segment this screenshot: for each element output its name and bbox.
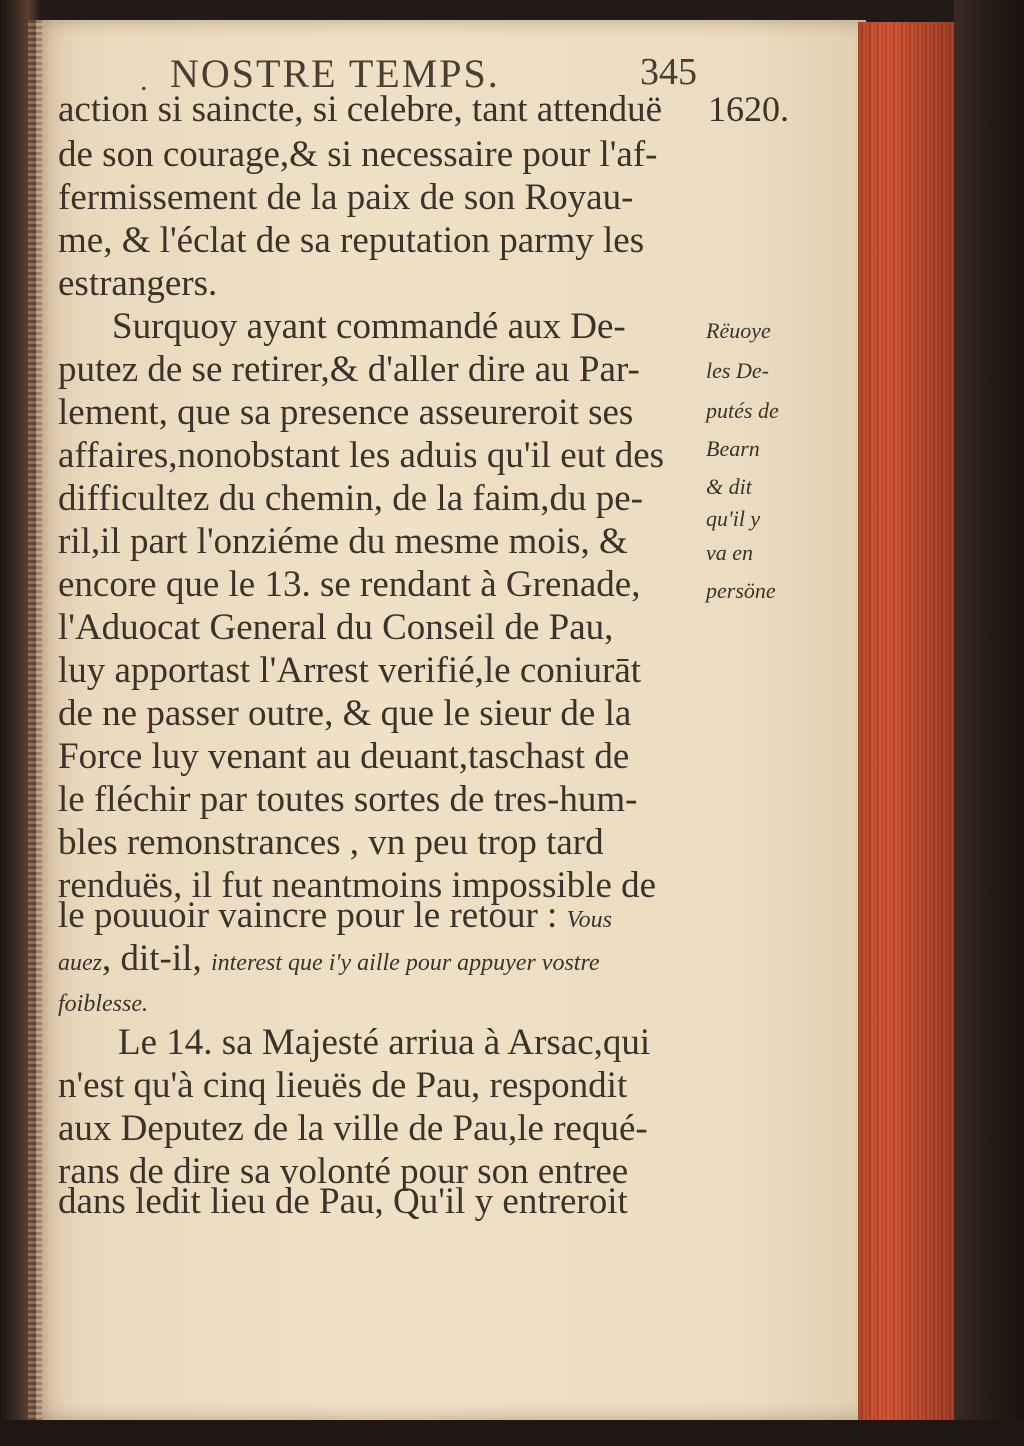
text-line: rans de dire sa volonté pour son entree	[58, 1151, 629, 1192]
text-line: l'Aduocat General du Conseil de Pau,	[58, 607, 614, 648]
margin-note-line: va en	[706, 540, 754, 565]
italic-quote-part: auez	[58, 950, 102, 976]
text-line: me, & l'éclat de sa reputation parmy les	[58, 220, 645, 261]
text-line: Surquoy ayant commandé aux De-	[112, 306, 626, 347]
text-line: encore que le 13. se rendant à Grenade,	[58, 564, 641, 605]
book-cover-right	[954, 0, 1024, 1446]
page-number: 345	[640, 51, 697, 93]
text-line: le fléchir par toutes sortes de tres-hum-	[58, 779, 638, 820]
top-background	[0, 0, 1024, 22]
margin-year: 1620.	[708, 89, 789, 129]
margin-note-line: Rëuoye	[706, 318, 771, 343]
text-segment: , dit-il,	[102, 938, 202, 979]
margin-note-line: & dit	[706, 474, 752, 499]
text-line: n'est qu'à cinq lieuës de Pau, respondit	[58, 1065, 628, 1106]
text-line: dans ledit lieu de Pau, Qu'il y entreroit	[58, 1181, 628, 1222]
italic-quote-start: Vous	[566, 907, 612, 933]
running-head-title: NOSTRE TEMPS.	[170, 51, 500, 96]
text-line: putez de se retirer,& d'aller dire au Par-	[58, 349, 640, 390]
text-line: renduës, il fut neantmoins impossible de	[58, 865, 657, 906]
text-line: Force luy venant au deuant,taschast de	[58, 736, 630, 777]
page-edges-shade	[858, 22, 954, 1420]
margin-note-line: Bearn	[706, 436, 760, 461]
text-line: lement, que sa presence asseureroit ses	[58, 392, 634, 433]
text-line: difficultez du chemin, de la faim,du pe-	[58, 478, 643, 519]
margin-note-line: persöne	[706, 578, 776, 603]
page-stack-left	[28, 20, 42, 1430]
text-line: ril,il part l'onziéme du mesme mois, &	[58, 521, 628, 562]
margin-note-line: les De-	[706, 358, 769, 383]
text-line	[58, 978, 148, 1026]
margin-note-line: putés de	[706, 398, 779, 423]
text-segment: le pouuoir vaincre pour le retour :	[58, 895, 558, 936]
text-line: fermissement de la paix de son Royau-	[58, 177, 634, 218]
italic-quote-end: foiblesse.	[58, 991, 148, 1017]
text-line: Le 14. sa Majesté arriua à Arsac,qui	[118, 1022, 651, 1063]
text-line: action si saincte, si celebre, tant attenduë	[58, 89, 663, 130]
text-line: bles remonstrances , vn peu trop tard	[58, 822, 604, 863]
text-line	[58, 894, 612, 942]
text-line: aux Deputez de la ville de Pau,le requé-	[58, 1108, 648, 1149]
text-line: affaires,nonobstant les aduis qu'il eut des	[58, 435, 665, 476]
text-line: de son courage,& si necessaire pour l'af-	[58, 134, 658, 175]
text-line: de ne passer outre, & que le sieur de la	[58, 693, 632, 734]
header-dot: .	[140, 64, 148, 97]
italic-quote-part: interest que i'y aille pour appuyer vostre	[210, 950, 600, 976]
margin-note-line: qu'il y	[706, 506, 761, 531]
text-line: estrangers.	[58, 263, 218, 304]
text-line: luy apportast l'Arrest verifié,le coniurāt	[58, 650, 642, 691]
bottom-background	[0, 1420, 1024, 1446]
